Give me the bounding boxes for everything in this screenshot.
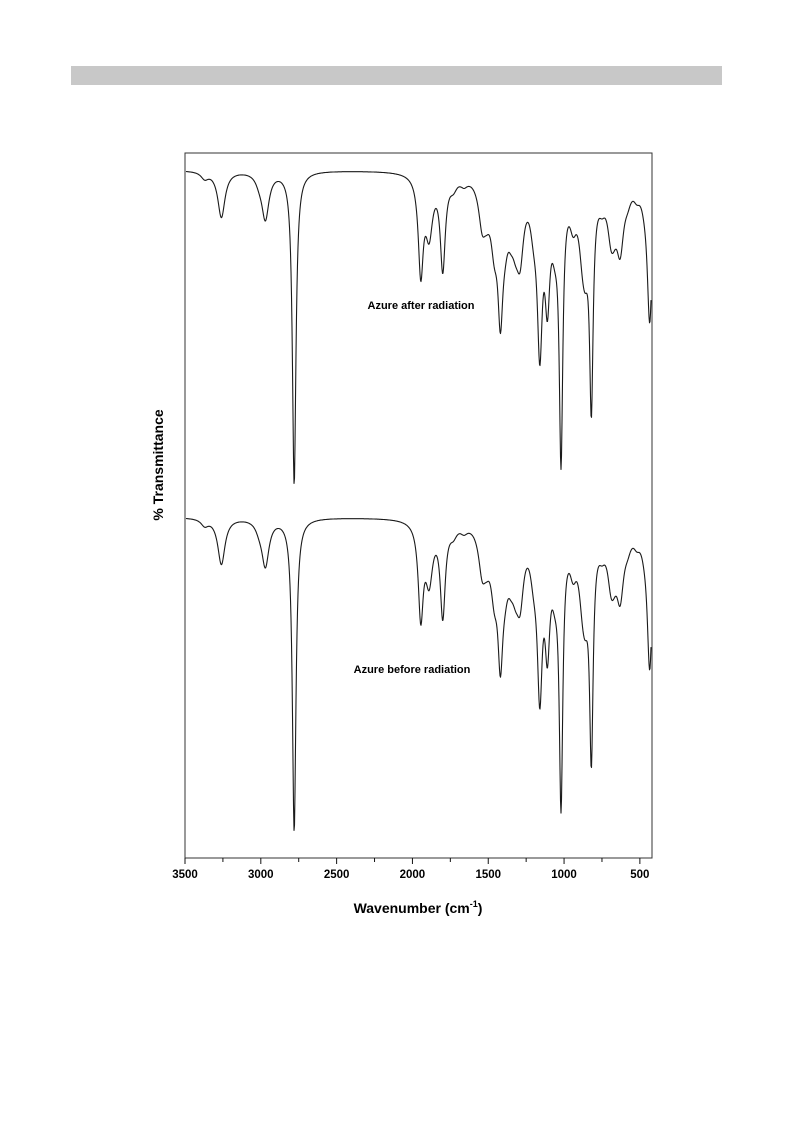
x-tick-label-2000: 2000 — [399, 869, 426, 881]
x-tick-label-500: 500 — [630, 869, 650, 881]
series-annotation-1: Azure after radiation — [367, 300, 475, 312]
plot-frame — [185, 153, 652, 858]
x-tick-label-1500: 1500 — [475, 869, 502, 881]
x-axis — [172, 858, 649, 881]
y-axis-label: % Transmittance — [150, 409, 166, 521]
x-axis-label-sup: -1 — [469, 899, 478, 909]
annotations-group — [354, 300, 475, 676]
x-axis-label-close: ) — [477, 900, 483, 916]
x-tick-label-1000: 1000 — [551, 869, 577, 881]
x-tick-label-3500: 3500 — [172, 869, 198, 881]
x-tick-label-2500: 2500 — [323, 869, 350, 881]
series-annotation-2: Azure before radiation — [353, 664, 471, 676]
spectrum-line-1 — [186, 172, 651, 484]
x-axis-label — [354, 899, 483, 916]
x-tick-label-3000: 3000 — [248, 869, 274, 881]
spectra-group — [186, 172, 651, 831]
x-axis-label-main: Wavenumber (cm — [353, 900, 470, 916]
